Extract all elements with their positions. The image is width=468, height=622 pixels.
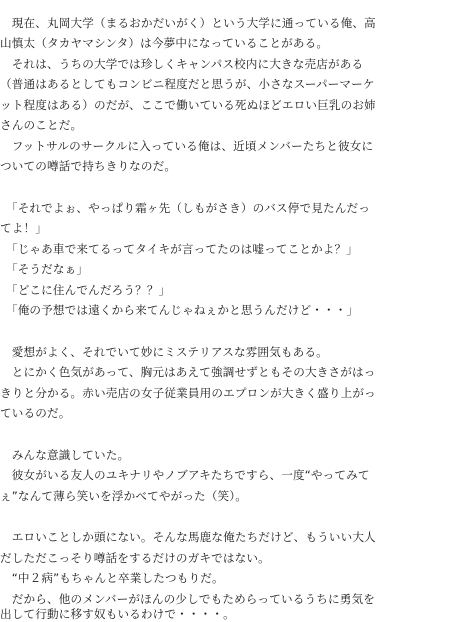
dialogue-line: 「俺の予想では遠くから来てんじゃねぇかと思うんだけど・・・」 [0, 303, 359, 317]
text-line: ているのだ。 [0, 406, 71, 420]
text-line: ついての噂話で持ちきりなのだ。 [0, 159, 177, 173]
text-line: だから、他のメンバーがほんの少しでもためらっているうちに勇気を [0, 592, 375, 606]
dialogue-line: 「じゃあ車で来てるってタイキが言ってたのは嘘ってことかよ？」 [0, 242, 359, 256]
text-line: （普通はあるとしてもコンビニ程度だと思うが、小さなスーパーマーケ [0, 77, 375, 91]
text-line: 山慎太（タカヤマシンタ）は今夢中になっていることがある。 [0, 36, 329, 50]
text-line: “中２病”もちゃんと卒業したつもりだ。 [0, 571, 224, 585]
dialogue-line: 「そうだなぁ」 [0, 262, 89, 276]
dialogue-line: 「どこに住んでんだろう？？」 [0, 283, 171, 297]
text-line: だしただこっそり噂話をするだけのガキではない。 [0, 551, 270, 565]
text-line: ぇ”なんて薄ら笑いを浮かべてやがった（笑）。 [0, 489, 247, 503]
dialogue-line: 「それでよぉ、やっぱり霜ヶ先（しもがさき）のバス停で見たんだっ [0, 201, 371, 215]
text-line: 現在、丸岡大学（まるおかだいがく）という大学に通っている俺、高 [0, 16, 376, 30]
text-line: それは、うちの大学では珍しくキャンパス校内に大きな売店がある [0, 57, 364, 71]
text-line: さんのことだ。 [0, 118, 83, 132]
text-line: とにかく色気があって、胸元はあえて強調せずともその大きさがはっ [0, 365, 376, 379]
text-line: 彼女がいる友人のユキナリやノブアキたちですら、一度“やってみて [0, 468, 370, 482]
dialogue-line: てよ！」 [0, 221, 47, 235]
text-line: ット程度はある）のだが、ここで働いている死ぬほどエロい巨乳のお姉 [0, 98, 376, 112]
text-line: フットサルのサークルに入っている俺は、近頃メンバーたちと彼女に [0, 139, 374, 153]
text-line: エロいことしか頭にない。そんな馬鹿な俺たちだけど、もういい大人 [0, 530, 376, 544]
text-line: 愛想がよく、それでいて妙にミステリアスな雰囲気もある。 [0, 345, 328, 359]
text-line: きりと分かる。赤い売店の女子従業員用のエプロンが大きく盛り上がっ [0, 386, 376, 400]
text-line: みんな意識していた。 [0, 448, 130, 462]
text-line: 出して行動に移す奴もいるわけで・・・・。 [0, 607, 235, 621]
